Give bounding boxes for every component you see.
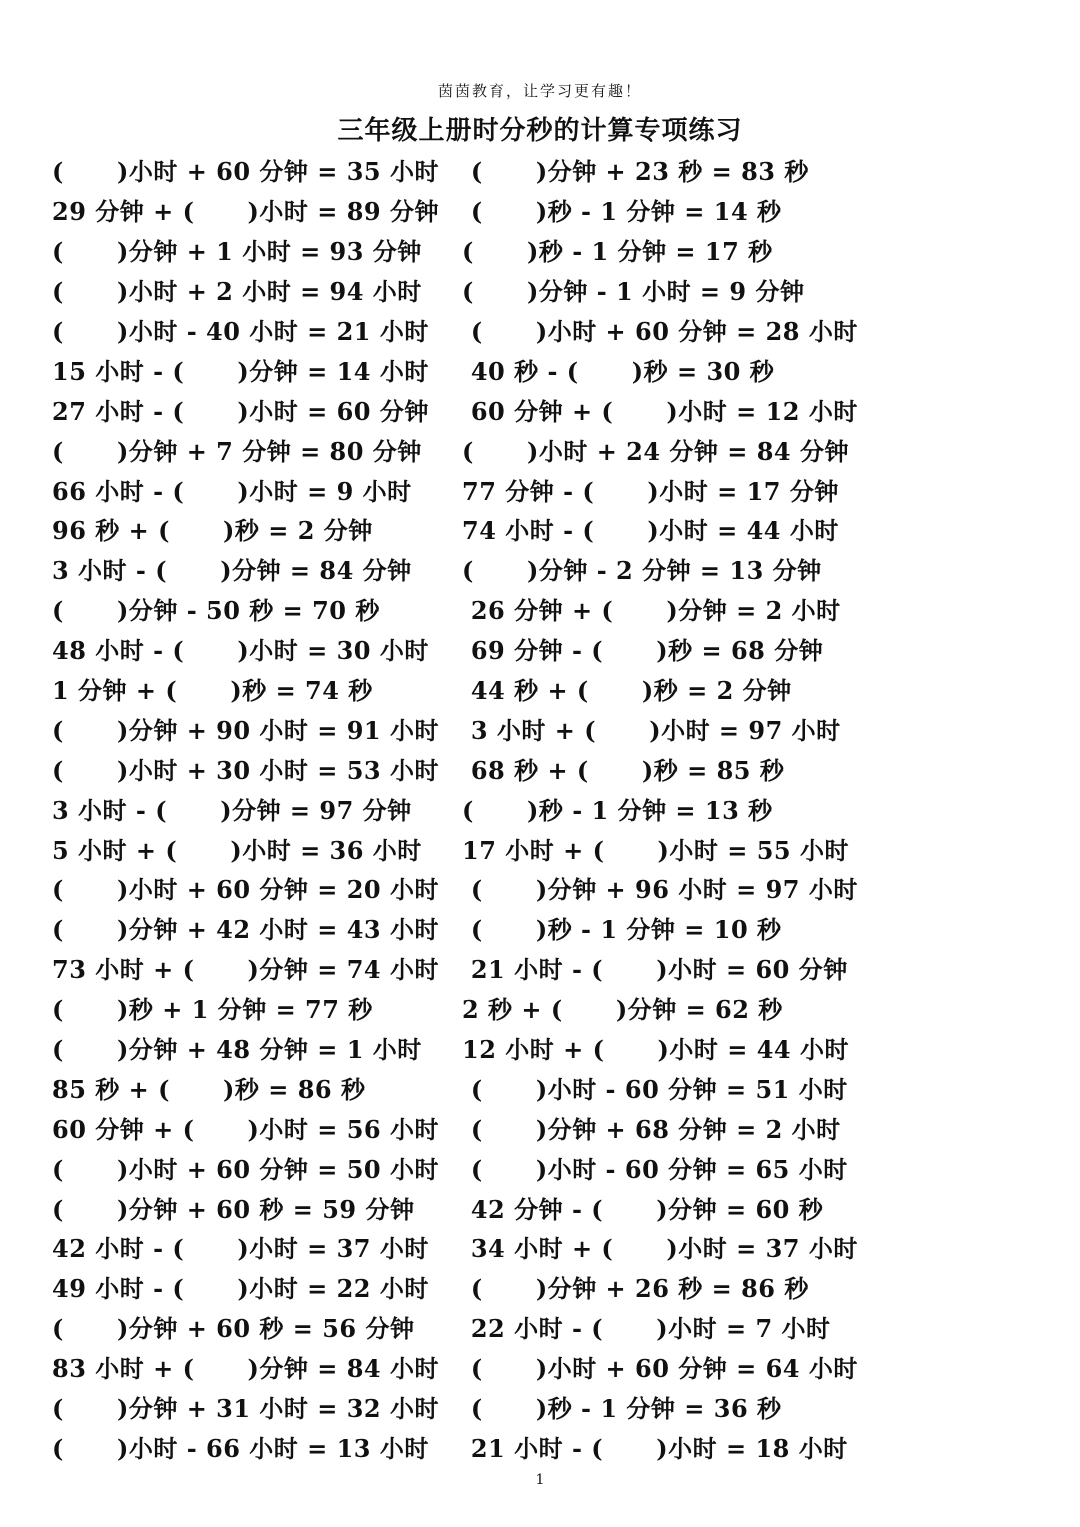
exercise-left: ( )小时 + 60 分钟 = 50 小时 (52, 1154, 439, 1184)
exercise-left: ( )小时 + 60 分钟 = 35 小时 (52, 157, 439, 187)
exercise-right: 60 分钟 + ( )小时 = 12 小时 (462, 396, 858, 426)
exercise-row (52, 349, 1052, 389)
exercise-row (52, 1347, 1052, 1387)
exercise-row (52, 708, 1052, 748)
exercise-left: 73 小时 + ( )分钟 = 74 小时 (52, 955, 439, 985)
exercise-right: ( )小时 - 60 分钟 = 65 小时 (462, 1154, 848, 1184)
exercise-left: 83 小时 + ( )分钟 = 84 小时 (52, 1354, 439, 1384)
exercise-right: 34 小时 + ( )小时 = 37 小时 (462, 1234, 858, 1264)
exercise-right: 77 分钟 - ( )小时 = 17 分钟 (462, 476, 839, 506)
exercise-left: 15 小时 - ( )分钟 = 14 小时 (52, 356, 429, 386)
exercise-right: 74 小时 - ( )小时 = 44 小时 (462, 516, 839, 546)
exercise-row (52, 908, 1052, 948)
exercise-row (52, 270, 1052, 310)
exercise-right: ( )小时 - 60 分钟 = 51 小时 (462, 1074, 848, 1104)
page-number: 1 (535, 1472, 545, 1488)
exercise-right: 69 分钟 - ( )秒 = 68 分钟 (462, 636, 824, 666)
exercise-row (52, 1267, 1052, 1307)
exercise-right: 21 小时 - ( )小时 = 18 小时 (462, 1433, 848, 1463)
exercise-left: 3 小时 - ( )分钟 = 84 分钟 (52, 556, 412, 586)
exercise-left: ( )分钟 + 1 小时 = 93 分钟 (52, 237, 422, 267)
exercise-right: ( )分钟 + 68 分钟 = 2 小时 (462, 1114, 841, 1144)
exercise-row (52, 1307, 1052, 1347)
exercise-row (52, 589, 1052, 629)
page-title: 三年级上册时分秒的计算专项练习 (337, 116, 743, 146)
exercise-row (52, 629, 1052, 669)
exercise-row (52, 190, 1052, 230)
exercise-right: ( )分钟 + 23 秒 = 83 秒 (462, 157, 809, 187)
exercise-right: ( )秒 - 1 分钟 = 10 秒 (462, 915, 782, 945)
exercise-right: ( )分钟 + 26 秒 = 86 秒 (462, 1274, 809, 1304)
exercise-row (52, 788, 1052, 828)
exercise-row (52, 1227, 1052, 1267)
exercise-left: ( )分钟 + 60 秒 = 59 分钟 (52, 1194, 415, 1224)
exercise-right: 21 小时 - ( )小时 = 60 分钟 (462, 955, 848, 985)
exercise-row (52, 1028, 1052, 1068)
exercise-right: ( )小时 + 60 分钟 = 64 小时 (462, 1354, 858, 1384)
exercise-row (52, 549, 1052, 589)
exercise-left: ( )秒 + 1 分钟 = 77 秒 (52, 995, 373, 1025)
exercise-row (52, 230, 1052, 270)
exercise-left: ( )分钟 - 50 秒 = 70 秒 (52, 596, 380, 626)
exercise-left: 66 小时 - ( )小时 = 9 小时 (52, 476, 412, 506)
exercise-left: ( )小时 + 60 分钟 = 20 小时 (52, 875, 439, 905)
exercise-right: ( )秒 - 1 分钟 = 14 秒 (462, 197, 782, 227)
exercise-left: 48 小时 - ( )小时 = 30 小时 (52, 636, 429, 666)
exercise-left: ( )小时 + 30 小时 = 53 小时 (52, 755, 439, 785)
exercise-row (52, 748, 1052, 788)
exercise-row (52, 1067, 1052, 1107)
exercise-left: 85 秒 + ( )秒 = 86 秒 (52, 1074, 366, 1104)
exercise-right: ( )秒 - 1 分钟 = 17 秒 (462, 237, 773, 267)
exercise-right: 3 小时 + ( )小时 = 97 小时 (462, 715, 841, 745)
exercise-right: ( )分钟 - 1 小时 = 9 分钟 (462, 277, 805, 307)
exercise-left: ( )小时 + 2 小时 = 94 小时 (52, 277, 422, 307)
exercise-right: ( )分钟 + 96 小时 = 97 小时 (462, 875, 858, 905)
exercise-left: 29 分钟 + ( )小时 = 89 分钟 (52, 197, 439, 227)
exercise-right: 40 秒 - ( )秒 = 30 秒 (462, 356, 775, 386)
exercise-row (52, 509, 1052, 549)
exercise-row (52, 1187, 1052, 1227)
exercise-right: ( )秒 - 1 分钟 = 36 秒 (462, 1394, 782, 1424)
exercise-row (52, 429, 1052, 469)
exercise-left: 60 分钟 + ( )小时 = 56 小时 (52, 1114, 439, 1144)
exercise-row (52, 1427, 1052, 1467)
exercise-list (52, 150, 1052, 1466)
header-slogan: 茵茵教育，让学习更有趣！ (437, 82, 642, 100)
exercise-right: ( )小时 + 24 分钟 = 84 分钟 (462, 436, 849, 466)
exercise-row (52, 948, 1052, 988)
exercise-row (52, 1387, 1052, 1427)
exercise-left: 49 小时 - ( )小时 = 22 小时 (52, 1274, 429, 1304)
exercise-left: 3 小时 - ( )分钟 = 97 分钟 (52, 795, 412, 825)
exercise-right: ( )小时 + 60 分钟 = 28 小时 (462, 317, 858, 346)
exercise-row (52, 669, 1052, 709)
exercise-row (52, 1107, 1052, 1147)
exercise-left: ( )分钟 + 90 小时 = 91 小时 (52, 715, 439, 745)
exercise-left: 1 分钟 + ( )秒 = 74 秒 (52, 676, 373, 706)
exercise-right: 44 秒 + ( )秒 = 2 分钟 (462, 676, 792, 706)
exercise-left: ( )分钟 + 60 秒 = 56 分钟 (52, 1314, 415, 1344)
exercise-right: 26 分钟 + ( )分钟 = 2 小时 (462, 596, 841, 626)
exercise-row (52, 469, 1052, 509)
exercise-row (52, 868, 1052, 908)
exercise-right: 22 小时 - ( )小时 = 7 小时 (462, 1314, 831, 1344)
exercise-right: 68 秒 + ( )秒 = 85 秒 (462, 755, 785, 785)
exercise-left: ( )分钟 + 42 小时 = 43 小时 (52, 915, 439, 945)
exercise-left: 5 小时 + ( )小时 = 36 小时 (52, 835, 422, 865)
exercise-row (52, 310, 1052, 350)
exercise-left: 27 小时 - ( )小时 = 60 分钟 (52, 396, 429, 426)
exercise-right: ( )秒 - 1 分钟 = 13 秒 (462, 795, 773, 825)
exercise-row (52, 1147, 1052, 1187)
exercise-right: 42 分钟 - ( )分钟 = 60 秒 (462, 1194, 824, 1224)
exercise-right: 12 小时 + ( )小时 = 44 小时 (462, 1035, 849, 1065)
exercise-left: ( )小时 - 66 小时 = 13 小时 (52, 1433, 429, 1463)
exercise-right: 17 小时 + ( )小时 = 55 小时 (462, 835, 849, 865)
exercise-row (52, 988, 1052, 1028)
exercise-right: ( )分钟 - 2 分钟 = 13 分钟 (462, 556, 822, 586)
exercise-left: 96 秒 + ( )秒 = 2 分钟 (52, 516, 373, 546)
exercise-row (52, 389, 1052, 429)
exercise-left: ( )分钟 + 48 分钟 = 1 小时 (52, 1035, 422, 1065)
exercise-row (52, 828, 1052, 868)
exercise-left: 42 小时 - ( )小时 = 37 小时 (52, 1234, 429, 1264)
exercise-row (52, 150, 1052, 190)
exercise-left: ( )分钟 + 31 小时 = 32 小时 (52, 1394, 439, 1424)
exercise-left: ( )分钟 + 7 分钟 = 80 分钟 (52, 436, 422, 466)
exercise-left: ( )小时 - 40 小时 = 21 小时 (52, 317, 429, 346)
exercise-right: 2 秒 + ( )分钟 = 62 秒 (462, 995, 783, 1025)
